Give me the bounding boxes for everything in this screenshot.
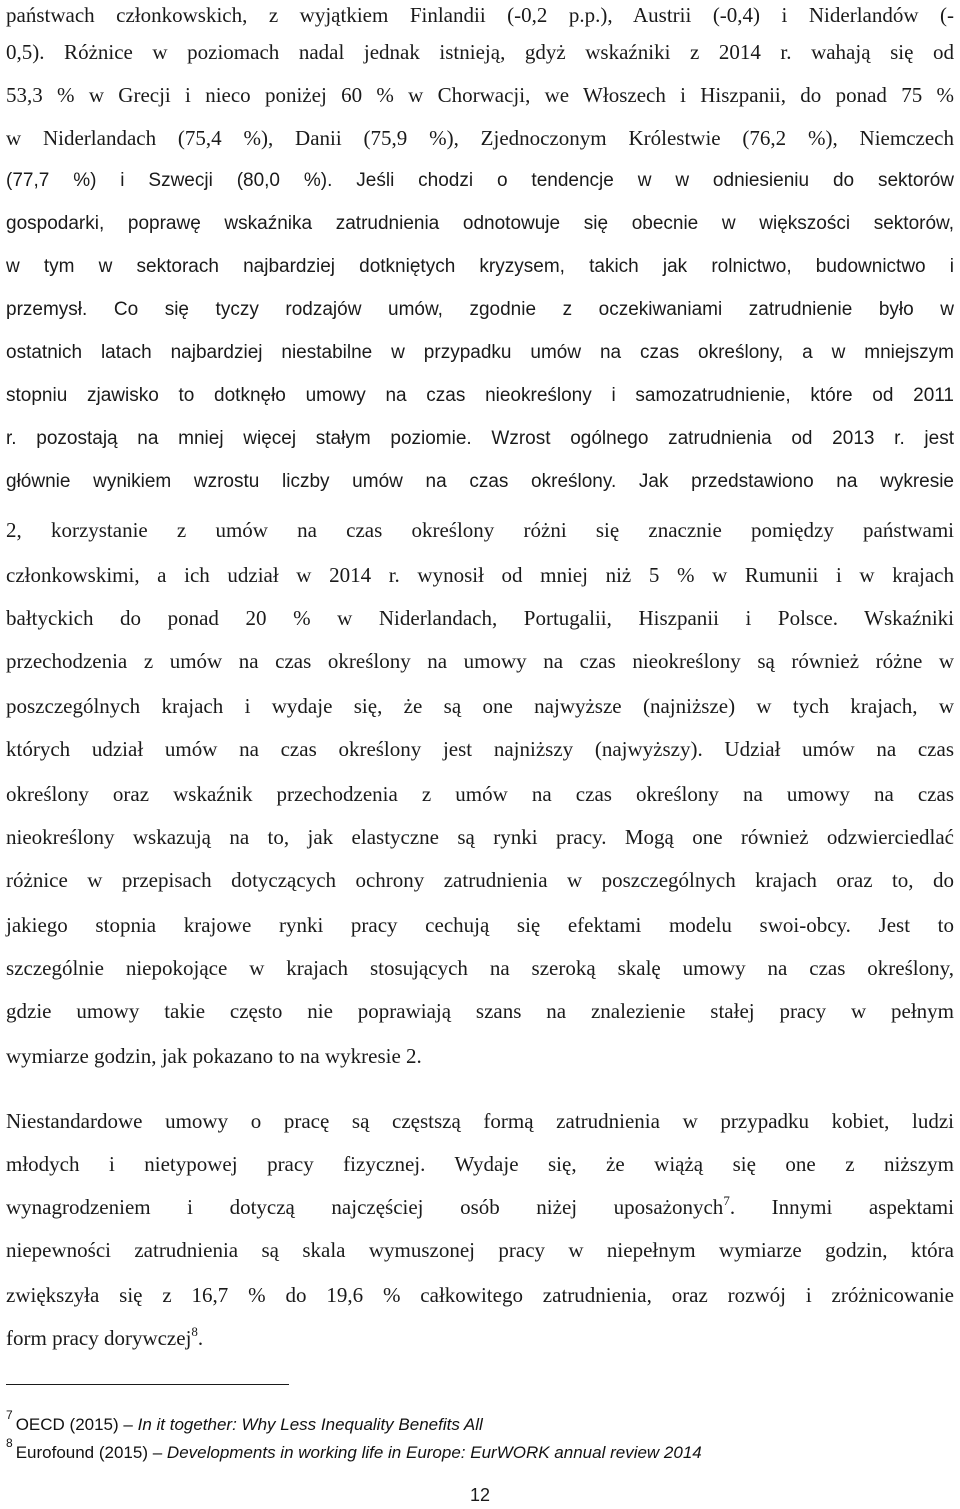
text-line: przechodzenia z umów na czas określony na umowy na czas nieokreślony są również różne w [6,649,954,673]
footnote-ref-7[interactable]: 7 [723,1193,730,1208]
text-line: wymiarze godzin, jak pokazano to na wykresie 2. [6,1044,422,1068]
text-line: r. pozostają na mniej więcej stałym poziomie. Wzrost ogólnego zatrudnienia od 2013 r. jest [6,428,954,449]
footnote-title: In it together: Why Less Inequality Benefits All [137,1415,483,1434]
text-line: w tym w sektorach najbardziej dotkniętych kryzysem, takich jak rolnictwo, budownictwo i [6,256,954,277]
text-line: młodych i nietypowej pracy fizycznej. Wydaje się, że wiążą się one z niższym [6,1152,954,1176]
footnote-7 [6,1408,483,1436]
footnote-title: Developments in working life in Europe: EurWORK annual review 2014 [166,1443,702,1462]
text-line [6,1323,954,1353]
text-line: zwiększyła się z 16,7 % do 19,6 % całkowitego zatrudnienia, oraz rozwój i zróżnicowanie [6,1283,954,1307]
text-line: 53,3 % w Grecji i nieco poniżej 60 % w Chorwacji, we Włoszech i Hiszpanii, do ponad 75 % [6,83,954,107]
text-line: niepewności zatrudnienia są skala wymuszonej pracy w niepełnym wymiarze godzin, która [6,1238,954,1262]
footnote-source: Eurofound (2015) – [15,1443,163,1462]
text-segment: . [197,1326,204,1350]
text-line: poszczególnych krajach i wydaje się, że są one najwyższe (najniższe) w tych krajach, w [6,694,954,718]
text-line: 2, korzystanie z umów na czas określony różni się znacznie pomiędzy państwami [6,518,954,542]
text-line: państwach członkowskich, z wyjątkiem Finlandii (-0,2 p.p.), Austrii (-0,4) i Niderlandów (- [6,3,954,27]
text-line: szczególnie niepokojące w krajach stosujących na szeroką skalę umowy na czas określony, [6,956,954,980]
text-segment: form pracy dorywczej [6,1326,192,1350]
text-line: jakiego stopnia krajowe rynki pracy cechują się efektami modelu swoi-obcy. Jest to [6,913,954,937]
text-line: w Niderlandach (75,4 %), Danii (75,9 %), Zjednoczonym Królestwie (76,2 %), Niemczech [6,126,954,150]
text-line: ostatnich latach najbardziej niestabilne w przypadku umów na czas określony, a w mniejszym [6,342,954,363]
text-segment: . Innymi aspektami [729,1195,954,1219]
text-line: nieokreślony wskazują na to, jak elastyczne są rynki pracy. Mogą one również odzwierciedlać [6,825,954,849]
text-line: przemysł. Co się tyczy rodzajów umów, zgodnie z oczekiwaniami zatrudnienie było w [6,299,954,320]
text-line: głównie wynikiem wzrostu liczby umów na czas określony. Jak przedstawiono na wykresie [6,471,954,492]
text-line: gdzie umowy takie często nie poprawiają szans na znalezienie stałej pracy w pełnym [6,999,954,1023]
text-line: różnice w przepisach dotyczących ochrony zatrudnienia w poszczególnych krajach oraz to, do [6,868,954,892]
footnote-source: OECD (2015) – [15,1415,133,1434]
text-segment: wynagrodzeniem i dotyczą najczęściej osób niżej uposażonych [6,1195,724,1219]
footnote-separator [6,1384,289,1385]
text-line: gospodarki, poprawę wskaźnika zatrudnienia odnotowuje się obecnie w większości sektorów, [6,213,954,234]
text-line: bałtyckich do ponad 20 % w Niderlandach, Portugalii, Hiszpanii i Polsce. Wskaźniki [6,606,954,630]
text-line: których udział umów na czas określony jest najniższy (najwyższy). Udział umów na czas [6,737,954,761]
text-line [6,1192,954,1222]
footnote-8 [6,1436,702,1464]
text-line: (77,7 %) i Szwecji (80,0 %). Jeśli chodzi o tendencje w w odniesieniu do sektorów [6,170,954,191]
footnote-number: 8 [6,1436,13,1451]
text-line: określony oraz wskaźnik przechodzenia z umów na czas określony na umowy na czas [6,782,954,806]
text-line: członkowskimi, a ich udział w 2014 r. wynosił od mniej niż 5 % w Rumunii i w krajach [6,563,954,587]
footnote-number: 7 [6,1408,13,1423]
footnote-ref-8[interactable]: 8 [191,1324,198,1339]
page-number: 12 [469,1485,491,1505]
text-line: Niestandardowe umowy o pracę są częstszą formą zatrudnienia w przypadku kobiet, ludzi [6,1109,954,1133]
text-line: stopniu zjawisko to dotknęło umowy na czas nieokreślony i samozatrudnienie, które od 2011 [6,385,954,406]
text-line: 0,5). Różnice w poziomach nadal jednak istnieją, gdyż wskaźniki z 2014 r. wahają się od [6,40,954,64]
